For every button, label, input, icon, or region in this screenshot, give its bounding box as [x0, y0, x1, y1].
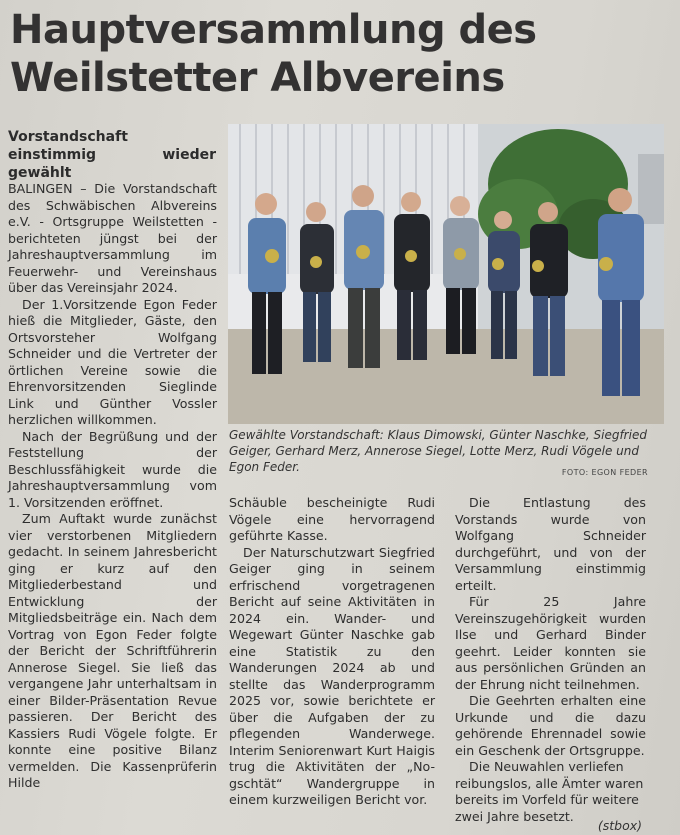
- paragraph: Schäuble bescheinigte Rudi Vögele eine hervorragend geführte Kasse.: [229, 495, 435, 543]
- author-signature: (stbox): [597, 818, 642, 833]
- paragraph: Der 1.Vorsitzende Egon Feder hieß die Mitglieder, Gäste, den Ortsvorsteher Wolfgang Schneider und die Vertreter der örtlichen Vereine sowie die Ehrenvorsitzenden Sieglinde Link und Günther Vossler herzlichen willkommen.: [8, 296, 217, 427]
- article-column-1: [8, 181, 217, 792]
- photo-credit: FOTO: EGON FEDER: [561, 468, 648, 477]
- paragraph: Die Entlastung des Vorstands wurde von Wolfgang Schneider durchgeführt, und von der Versammlung einstimmig erteilt.: [455, 495, 646, 593]
- paragraph: Nach der Begrüßung und der Feststellung der Beschlussfähigkeit wurde die Jahreshauptversammlung vom 1. Vorsitzenden eröffnet.: [8, 428, 217, 510]
- paragraph: Die Neuwahlen verliefen reibungslos, alle Ämter waren bereits im Vorfeld für weitere zwei Jahre besetzt.: [455, 759, 644, 824]
- paragraph: Für 25 Jahre Vereinszugehörigkeit wurden Ilse und Gerhard Binder geehrt. Leider konnten sie aus persönlichen Gründen an der Ehrung nicht teilnehmen.: [455, 594, 646, 692]
- group-photo: [228, 124, 664, 424]
- article-subheadline: Vorstandschaft einstimmig wieder gewählt: [8, 129, 216, 181]
- paragraph: BALINGEN – Die Vorstandschaft des Schwäbischen Albvereins e.V. - Ortsgruppe Weilstetten - berichteten jüngst bei der Jahreshauptversammlung im Feuerwehr- und Vereinshaus über das Vereinsjahr 2024.: [8, 181, 217, 295]
- paragraph: Zum Auftakt wurde zunächst vier verstorbenen Mitgliedern gedacht. In seinem Jahresbericht ging er kurz auf den Mitgliederbestand und Entwicklung der Mitgliedsbeiträge ein. Nach dem Vortrag von Egon Feder folgte der Bericht der Schriftführerin Annerose Siegel. Sie ließ das vergangene Jahr unterhaltsam in einer Bilder-Präsentation Revue passieren. Der Bericht des Kassiers Rudi Vögele folgte. Er konnte eine positive Bilanz vermelden. Die Kassenprüferin Hilde: [8, 511, 217, 790]
- group-photo-image: [228, 124, 664, 424]
- article-column-3: [455, 495, 646, 825]
- article-column-2: [229, 495, 435, 809]
- article-headline: Hauptversammlung des Weilstetter Albvereins: [10, 7, 537, 101]
- paragraph: Der Naturschutzwart Siegfried Geiger ging in seinem erfrischend vorgetragenen Bericht auf seine Aktivitäten in 2024 ein. Wander- und Wegewart Günter Naschke gab eine Statistik zu den Wanderungen 2024 ab und stellte das Wanderprogramm 2025 vor, sowie berichtete er über die Aufgaben der zu pflegenden Wanderwege. Interim Seniorenwart Kurt Haigis trug die Aktivitäten der „No-gschtät“ Wandergruppe in einem kurzweiligen Bericht vor.: [229, 544, 435, 807]
- photo-caption: Gewählte Vorstandschaft: Klaus Dimowski, Günter Naschke, Siegfried Geiger, Gerhard Merz, Annerose Siegel, Lotte Merz, Rudi Vögele und Egon Feder.: [229, 428, 647, 474]
- paragraph: Die Geehrten erhalten eine Urkunde und die dazu gehörende Ehrennadel sowie ein Geschenk der Ortsgruppe.: [455, 693, 646, 758]
